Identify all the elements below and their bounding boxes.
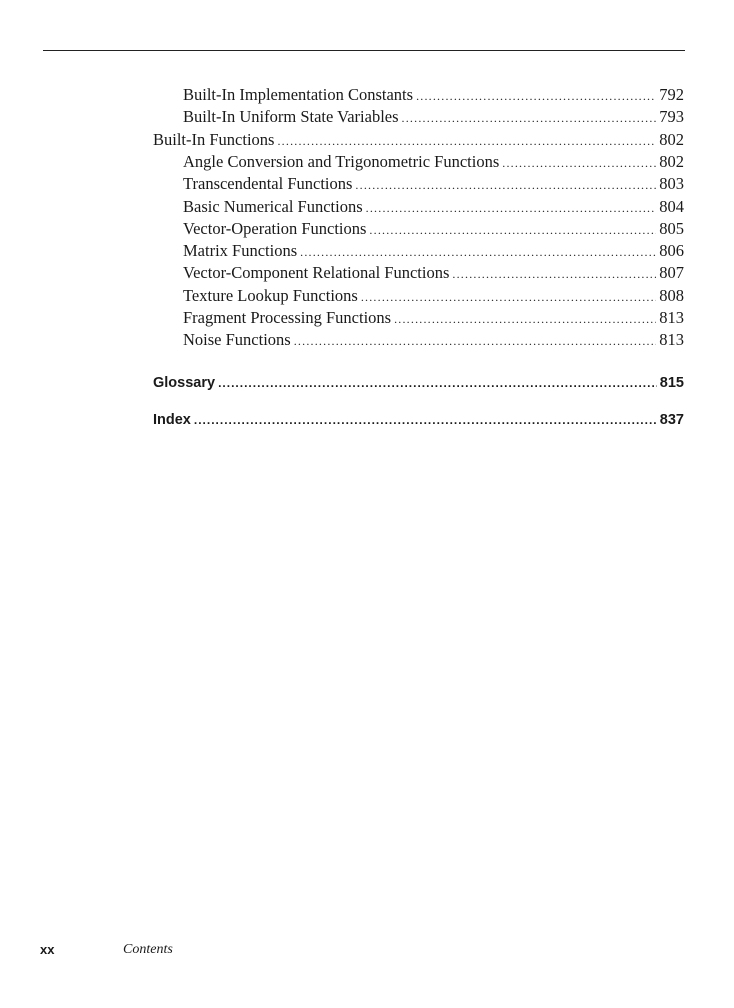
dot-leader	[194, 409, 657, 431]
toc-entry-page: 804	[659, 196, 684, 216]
toc-entry[interactable]	[153, 129, 684, 151]
toc-entry-label: Built-In Implementation Constants	[183, 85, 414, 104]
dot-leader	[366, 197, 657, 219]
header-rule	[43, 50, 685, 51]
toc-chapter-glossary[interactable]	[153, 372, 684, 394]
toc-entry-label: Texture Lookup Functions	[183, 285, 358, 305]
toc-entry-label: Fragment Processing Functions	[183, 308, 392, 327]
toc-entry-page: 802	[659, 129, 684, 149]
dot-leader	[361, 286, 656, 308]
toc-entry-page: 792	[659, 85, 684, 104]
toc-entry-page: 806	[659, 241, 684, 261]
toc-entry[interactable]	[183, 84, 684, 106]
toc-entry-label: Built-In Functions	[153, 129, 275, 149]
toc-entry-label: Matrix Functions	[183, 241, 298, 261]
page-folio: xx	[40, 942, 55, 957]
dot-leader	[218, 372, 657, 394]
toc-chapter-index[interactable]	[153, 409, 684, 431]
toc-chapter-page: 837	[659, 412, 684, 428]
toc-entry[interactable]	[183, 307, 684, 329]
toc-entry-page: 808	[659, 285, 684, 305]
toc-entry[interactable]	[183, 173, 684, 195]
toc-entry-page: 803	[659, 174, 684, 194]
toc-chapter-label: Glossary	[153, 375, 216, 391]
toc-entry[interactable]	[183, 240, 684, 262]
dot-leader	[502, 152, 656, 174]
dot-leader	[452, 263, 656, 285]
dot-leader	[369, 219, 656, 241]
toc-entry[interactable]	[183, 106, 684, 128]
toc-entry-label: Vector-Component Relational Functions	[183, 263, 450, 283]
dot-leader	[416, 85, 656, 107]
toc-chapter-page: 815	[659, 375, 684, 391]
toc-entry-label: Transcendental Functions	[183, 174, 353, 194]
toc-entry-page: 807	[659, 263, 684, 283]
dot-leader	[394, 308, 656, 330]
dot-leader	[277, 130, 656, 152]
toc-entry-label: Noise Functions	[183, 330, 291, 350]
running-footer-title: Contents	[123, 942, 173, 957]
toc-entry-label: Angle Conversion and Trigonometric Functions	[183, 151, 500, 171]
toc-chapter-label: Index	[153, 412, 191, 428]
toc-entry[interactable]	[183, 151, 684, 173]
toc-entry-page: 813	[659, 308, 684, 327]
dot-leader	[355, 174, 656, 196]
toc-entry[interactable]	[183, 218, 684, 240]
toc-entry-page: 793	[659, 107, 684, 127]
toc-entry[interactable]	[183, 329, 684, 351]
toc-entry[interactable]	[183, 196, 684, 218]
toc-entry-label: Built-In Uniform State Variables	[183, 107, 399, 127]
toc-entry-label: Vector-Operation Functions	[183, 218, 367, 238]
dot-leader	[300, 241, 656, 263]
toc-entry-page: 813	[659, 330, 684, 350]
toc-entry[interactable]	[183, 262, 684, 284]
toc-entry[interactable]	[183, 285, 684, 307]
dot-leader	[294, 330, 657, 352]
toc-entry-page: 805	[659, 218, 684, 238]
toc-entry-page: 802	[659, 151, 684, 171]
dot-leader	[402, 107, 657, 129]
toc-entry-label: Basic Numerical Functions	[183, 196, 363, 216]
